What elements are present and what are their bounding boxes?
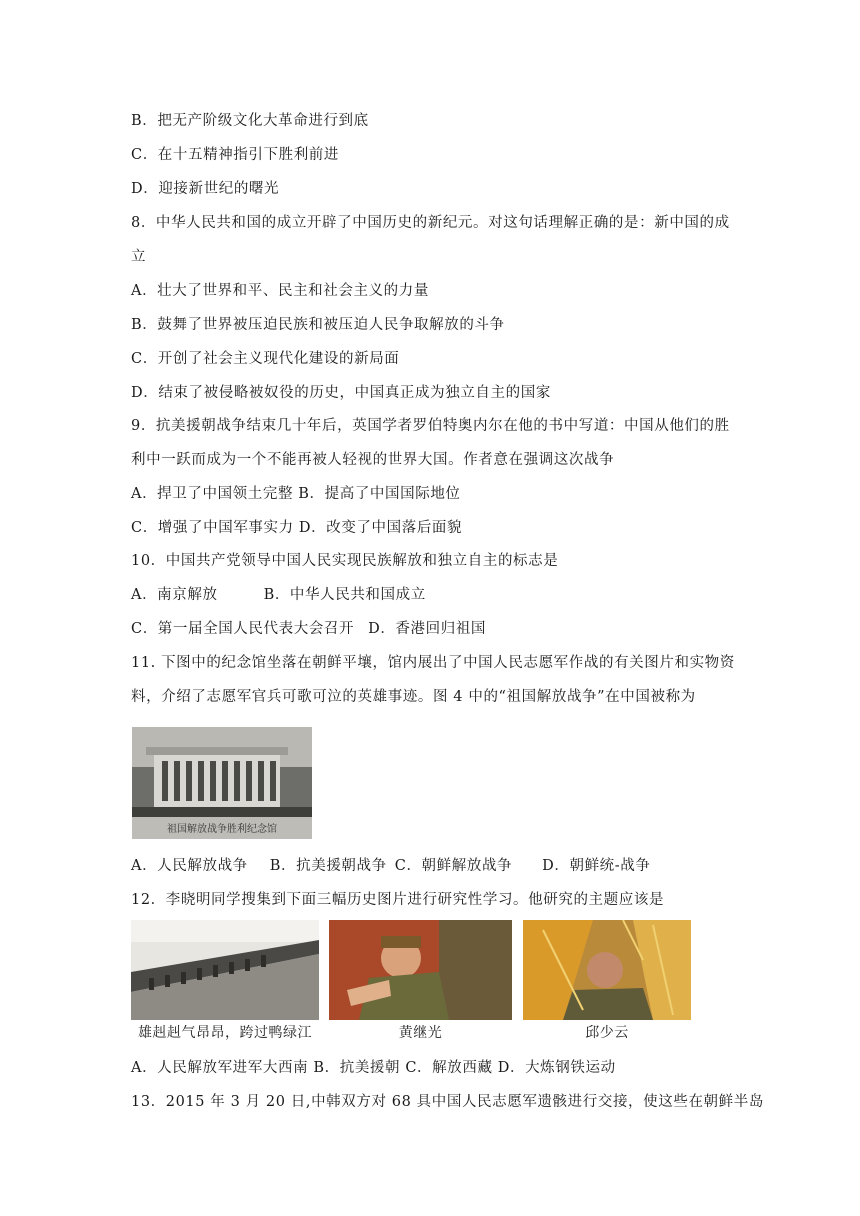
- crossing-yalu-river-illustration: [131, 920, 319, 1020]
- q8-stem: 8．中华人民共和国的成立开辟了中国历史的新纪元。对这句话理解正确的是：新中国的成: [131, 215, 730, 231]
- q11-options: [131, 856, 650, 876]
- qiu-shaoyun-caption: 邱少云: [523, 1020, 691, 1046]
- qiu-shaoyun-painting: [523, 920, 691, 1046]
- q7-option-d: D．迎接新世纪的曙光: [131, 181, 280, 197]
- q11-stem-continued: 料，介绍了志愿军官兵可歌可泣的英雄事迹。图 4 中的“祖国解放战争”在中国被称为: [131, 689, 696, 705]
- q8-option-c: C．开创了社会主义现代化建设的新局面: [131, 351, 400, 367]
- q11-option-b: B．抗美援朝战争: [269, 858, 387, 874]
- huang-jiguang-illustration: [329, 920, 512, 1020]
- q10-option-b: B．中华人民共和国成立: [263, 587, 426, 603]
- q11-stem: 11. 下图中的纪念馆坐落在朝鲜平壤，馆内展出了中国人民志愿军作战的有关图片和实物资: [131, 655, 735, 671]
- q13-stem: 13．2015 年 3 月 20 日,中韩双方对 68 具中国人民志愿军遗骸进行交接，使这些在朝鲜半岛: [131, 1094, 764, 1110]
- q9-stem-continued: 利中一跃而成为一个不能再被人轻视的世界大国。作者意在强调这次战争: [131, 452, 615, 468]
- q11-option-d: D．朝鲜统-战争: [542, 858, 651, 874]
- memorial-hall-caption: 祖国解放战争胜利纪念馆: [167, 824, 277, 835]
- memorial-hall-illustration: [132, 727, 312, 839]
- q10-stem: 10．中国共产党领导中国人民实现民族解放和独立自主的标志是: [131, 553, 559, 569]
- q10-option-d: D．香港回归祖国: [368, 621, 487, 637]
- q8-option-a: A．壮大了世界和平、民主和社会主义的力量: [131, 283, 429, 299]
- q12-options-line: A．人民解放军进军大西南 B．抗美援朝 C．解放西藏 D．大炼钢铁运动: [131, 1060, 616, 1076]
- huang-jiguang-caption: 黄继光: [329, 1020, 512, 1046]
- q9-options-cd: C．增强了中国军事实力 D．改变了中国落后面貌: [131, 520, 463, 536]
- qiu-shaoyun-illustration: [523, 920, 691, 1020]
- crossing-yalu-river-caption: 雄赳赳气昂昂，跨过鸭绿江: [131, 1020, 319, 1046]
- q8-option-b: B．鼓舞了世界被压迫民族和被压迫人民争取解放的斗争: [131, 317, 505, 333]
- q9-stem: 9．抗美援朝战争结束几十年后，英国学者罗伯特奥内尔在他的书中写道：中国从他们的胜: [131, 418, 730, 434]
- q10-option-c: C．第一届全国人民代表大会召开: [131, 621, 355, 637]
- q9-options-ab: A．捍卫了中国领土完整 B．提高了中国国际地位: [131, 486, 461, 502]
- q8-option-d: D．结束了被侵略被奴役的历史，中国真正成为独立自主的国家: [131, 385, 551, 401]
- huang-jiguang-painting: [329, 920, 512, 1046]
- q7-option-c: C．在十五精神指引下胜利前进: [131, 147, 339, 163]
- q10-option-a: A．南京解放: [131, 587, 218, 603]
- q10-options-ab: [131, 585, 426, 605]
- crossing-yalu-river-photo: [131, 920, 319, 1046]
- q12-stem: 12．李晓明同学搜集到下面三幅历史图片进行研究性学习。他研究的主题应该是: [131, 892, 665, 908]
- q10-options-cd: [131, 619, 486, 639]
- q11-option-a: A．人民解放战争: [131, 858, 248, 874]
- memorial-hall-photo: [132, 727, 312, 839]
- q8-stem-continued: 立: [131, 249, 147, 265]
- q7-option-b: B．把无产阶级文化大革命进行到底: [131, 113, 369, 129]
- q11-option-c: C．朝鲜解放战争: [394, 858, 513, 874]
